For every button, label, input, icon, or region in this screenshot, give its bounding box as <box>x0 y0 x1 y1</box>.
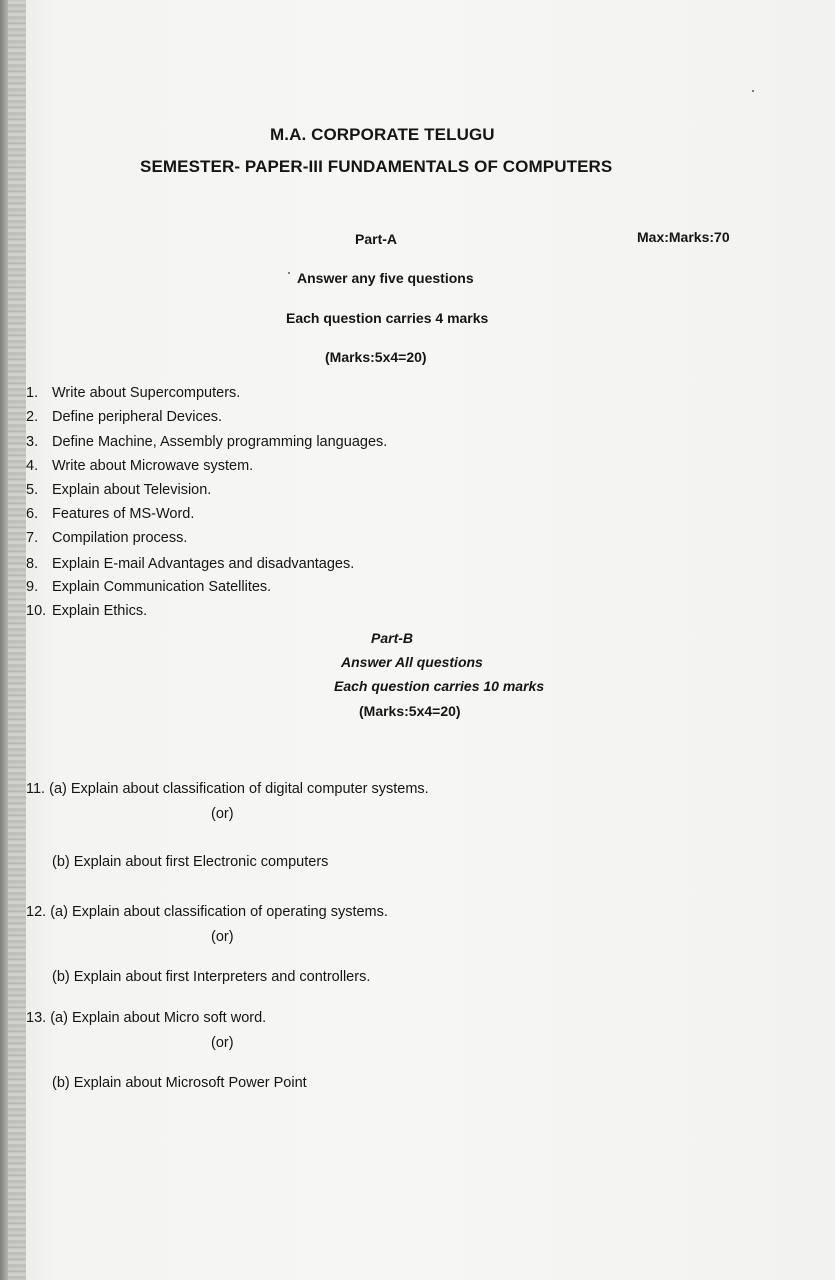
question-item <box>26 781 429 797</box>
question-number: 9. <box>26 579 39 595</box>
question-number: 7. <box>26 530 39 546</box>
paper-speck <box>752 90 754 92</box>
part-a-instruction: Answer any five questions <box>297 270 474 286</box>
question-text: Explain Communication Satellites. <box>52 579 272 595</box>
part-b-total-marks: (Marks:5x4=20) <box>359 703 461 719</box>
question-number: 11. <box>26 781 46 797</box>
part-b-instruction: Answer All questions <box>341 654 483 670</box>
paper-speck <box>288 272 290 274</box>
question-option-a: (a) Explain about classification of digital computer systems. <box>49 781 429 797</box>
question-number: 12. <box>26 904 47 920</box>
question-item <box>26 556 354 572</box>
course-title: M.A. CORPORATE TELUGU <box>270 125 495 144</box>
question-number: 2. <box>26 409 39 425</box>
question-item <box>26 506 194 522</box>
question-text: Write about Supercomputers. <box>52 385 241 401</box>
question-option-a: (a) Explain about classification of operating systems. <box>50 904 388 920</box>
question-number: 3. <box>26 434 39 450</box>
question-item <box>26 409 222 425</box>
question-text: Define peripheral Devices. <box>52 409 223 425</box>
question-or: (or) <box>211 806 234 822</box>
part-a-marks-each: Each question carries 4 marks <box>286 310 489 326</box>
question-item <box>26 385 240 401</box>
question-item <box>26 603 147 619</box>
paper-title: SEMESTER- PAPER-III FUNDAMENTALS OF COMPUTERS <box>140 157 613 176</box>
question-number: 13. <box>26 1010 47 1026</box>
question-text: Explain about Television. <box>52 482 212 498</box>
question-text: Compilation process. <box>52 530 188 546</box>
question-text: Define Machine, Assembly programming languages. <box>52 434 388 450</box>
question-number: 8. <box>26 556 39 572</box>
question-item <box>26 1010 266 1026</box>
max-marks: Max:Marks:70 <box>637 229 730 245</box>
question-or: (or) <box>211 1035 234 1051</box>
question-item <box>26 434 387 450</box>
question-item <box>26 482 211 498</box>
question-item <box>26 458 253 474</box>
question-option-b: (b) Explain about first Interpreters and controllers. <box>52 969 371 985</box>
question-item <box>26 530 187 546</box>
question-or: (or) <box>211 929 234 945</box>
part-a-title: Part-A <box>355 231 398 247</box>
page-binding-shadow <box>0 0 8 1280</box>
question-option-b: (b) Explain about Microsoft Power Point <box>52 1075 307 1091</box>
part-b-marks-each: Each question carries 10 marks <box>334 678 545 694</box>
question-text: Explain Ethics. <box>52 603 148 619</box>
question-item <box>26 904 388 920</box>
question-number: 10. <box>26 603 47 619</box>
question-text: Features of MS-Word. <box>52 506 195 522</box>
part-b-title: Part-B <box>371 630 414 646</box>
part-a-total-marks: (Marks:5x4=20) <box>325 349 427 365</box>
question-number: 4. <box>26 458 39 474</box>
question-option-a: (a) Explain about Micro soft word. <box>50 1010 267 1026</box>
question-text: Explain E-mail Advantages and disadvantages. <box>52 556 355 572</box>
question-number: 1. <box>26 385 39 401</box>
question-text: Write about Microwave system. <box>52 458 254 474</box>
question-item <box>26 579 271 595</box>
question-option-b: (b) Explain about first Electronic computers <box>52 854 329 870</box>
question-number: 6. <box>26 506 39 522</box>
question-number: 5. <box>26 482 39 498</box>
